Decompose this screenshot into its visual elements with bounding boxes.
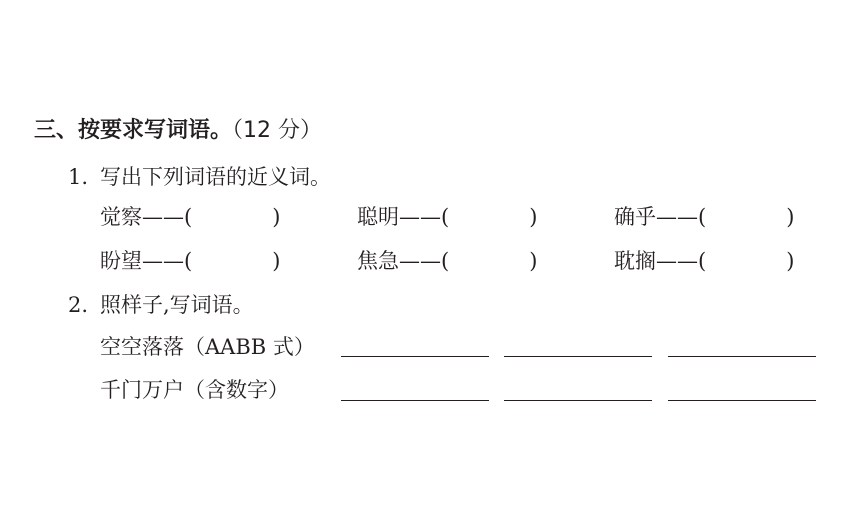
answer-line[interactable] <box>341 356 489 357</box>
section-heading <box>34 116 322 146</box>
pattern-label: 空空落落（AABB 式） <box>100 335 315 359</box>
synonym-item <box>357 246 537 276</box>
synonym-word: 确乎 <box>614 205 656 229</box>
question-2 <box>68 290 254 320</box>
answer-line[interactable] <box>504 356 652 357</box>
synonym-word: 盼望 <box>100 249 142 273</box>
dash: —— <box>399 249 441 273</box>
question-1-prompt: 写出下列词语的近义词。 <box>100 165 331 189</box>
question-1 <box>68 162 331 192</box>
paren-open: ( <box>698 249 707 273</box>
answer-line[interactable] <box>668 356 816 357</box>
paren-open: ( <box>698 205 707 229</box>
synonym-word: 耽搁 <box>614 249 656 273</box>
pattern-row-1 <box>100 332 315 362</box>
dash: —— <box>399 205 441 229</box>
paren-close: ) <box>786 249 795 273</box>
question-1-number: 1. <box>68 165 89 189</box>
paren-open: ( <box>441 205 450 229</box>
synonym-item <box>100 246 280 276</box>
dash: —— <box>142 249 184 273</box>
question-2-number: 2. <box>68 293 89 317</box>
dash: —— <box>142 205 184 229</box>
synonym-item <box>614 202 794 232</box>
synonym-item <box>100 202 280 232</box>
answer-line[interactable] <box>668 400 816 401</box>
synonym-item <box>357 202 537 232</box>
pattern-row-2 <box>100 375 289 405</box>
synonym-word: 焦急 <box>357 249 399 273</box>
section-score: （12 分） <box>232 118 323 143</box>
paren-open: ( <box>184 249 193 273</box>
answer-line[interactable] <box>341 400 489 401</box>
paren-close: ) <box>272 249 281 273</box>
paren-close: ) <box>272 205 281 229</box>
paren-open: ( <box>441 249 450 273</box>
dash: —— <box>656 205 698 229</box>
paren-open: ( <box>184 205 193 229</box>
synonym-word: 觉察 <box>100 205 142 229</box>
question-2-prompt: 照样子,写词语。 <box>100 293 254 317</box>
synonym-item <box>614 246 794 276</box>
pattern-label: 千门万户（含数字） <box>100 378 289 402</box>
synonym-word: 聪明 <box>357 205 399 229</box>
dash: —— <box>656 249 698 273</box>
paren-close: ) <box>529 205 538 229</box>
answer-line[interactable] <box>504 400 652 401</box>
paren-close: ) <box>786 205 795 229</box>
paren-close: ) <box>529 249 538 273</box>
section-title: 三、按要求写词语。 <box>34 118 233 143</box>
